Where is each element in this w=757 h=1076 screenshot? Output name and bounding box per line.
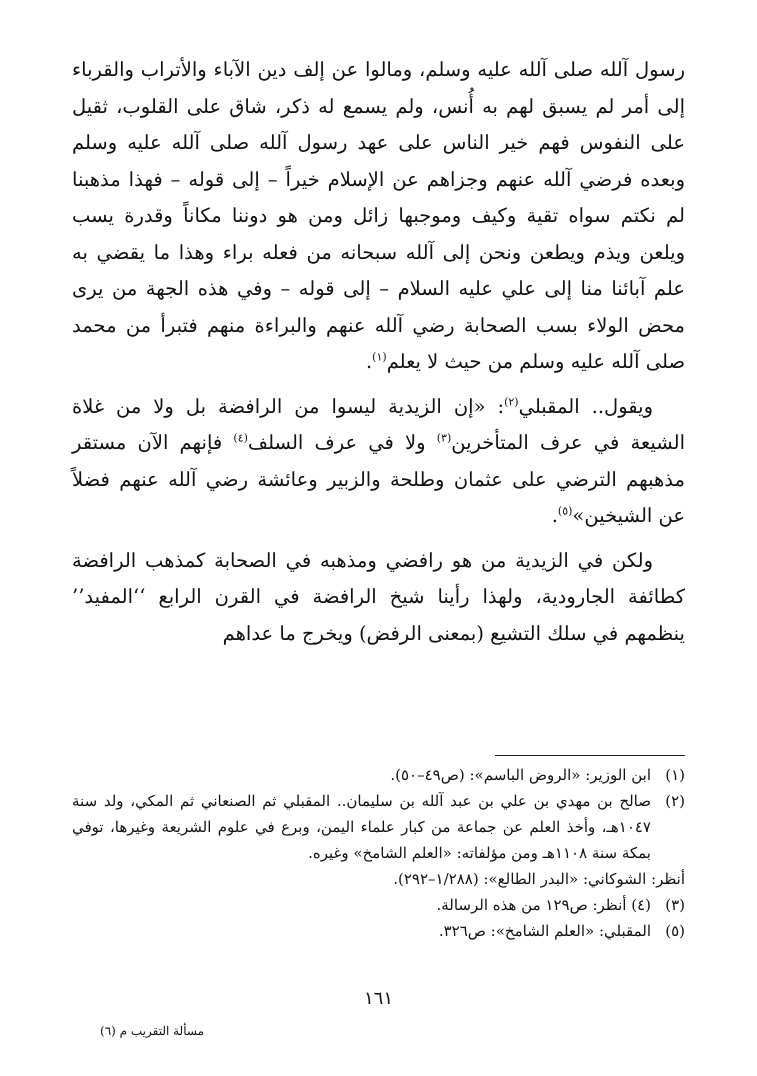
- page-number: ١٦١: [363, 988, 393, 1009]
- footnote-divider: [495, 755, 685, 756]
- footnotes: [72, 762, 685, 944]
- paragraph-3: ولكن في الزيدية من هو رافضي ومذهبه في الصحابة كمذهب الرافضة كطائفة الجارودية، ولهذا رأينا شيخ الرافضة في القرن الرابع ‘‘المفيد’’ ينظمهم في سلك التشيع (بمعنى الرفض) ويخرج ما عداهم: [72, 548, 685, 645]
- footnote-number: (٢): [665, 792, 685, 810]
- footnote-number: (١): [665, 766, 685, 784]
- paragraph-1: رسول آلله صلى آلله عليه وسلم، ومالوا عن إلف دين الآباء والأتراب والقرباء إلى أمر لم يسبق لهم به أُنس، ولم يسمع له ذكر، شاق على القلوب، ثقيل على النفوس فهم خير الناس على عهد رسول آلله صلى آلله عليه وسلم وبعده فرضي آلله عنهم وجزاهم عن الإسلام خيراً – إلى قوله – فهذا مذهبنا لم نكتم سواه تقية وكيف وموجبها زائل ومن هو دوننا مكاناً وقدرة يسب ويلعن ويذم ويطعن ونحن إلى آلله سبحانه من فعله براء وهذا ما يقضي به علم آبائنا منا إلى علي عليه السلام – إلى قوله – وفي هذه الجهة من يرى محض الولاء بسب الصحابة رضي آلله عنهم والبراءة منهم فتبرأ من محمد صلى آلله عليه وسلم من حيث لا يعلم$^{(١)}$.: [72, 58, 685, 373]
- footnote-text: (٤) أنظر: ص١٢٩ من هذه الرسالة.: [436, 896, 651, 914]
- footnote-text: ابن الوزير: «الروض الباسم»: (ص٤٩–٥٠).: [390, 766, 651, 784]
- footnote-2: [72, 788, 685, 866]
- footnote-number: (٣): [665, 896, 685, 914]
- footnote-ref-4: (٤): [233, 431, 248, 445]
- footnote-text: أنظر: الشوكاني: «البدر الطالع»: (١/٢٨٨–٢٩٢).: [393, 870, 685, 888]
- footnote-text: المقبلي: «العلم الشامخ»: ص٣٢٦.: [438, 922, 651, 940]
- footnote-3: [72, 892, 685, 918]
- footnote-number: (٥): [665, 922, 685, 940]
- footnote-1: [72, 762, 685, 788]
- footnote-ref-2: (٢): [504, 395, 519, 408]
- footnote-ref-3: (٣): [436, 431, 452, 445]
- main-text: [72, 52, 685, 652]
- footnote-2-continuation: [72, 866, 685, 892]
- signature-mark: مسألة التقريب م (٦): [100, 1024, 204, 1038]
- footnote-text: صالح بن مهدي بن علي بن عبد آلله بن سليمان.. المقبلي ثم الصنعاني ثم المكي، ولد سنة ١٠٤٧هـ، وأخذ العلم عن جماعة من كبار علماء اليمن، وبرع في علوم الشريعة وغيرها، توفي بمكة سنة ١١٠٨هـ ومن مؤلفاته: «العلم الشامخ» وغيره.: [72, 792, 651, 862]
- paragraph-2: ويقول.. المقبلي$^{(٢)}$: «إن الزيدية ليسوا من الرافضة بل ولا من غلاة الشيعة في عرف المتأخرين$^{(٣)}$ ولا في عرف السلف$^{(٤)}$ فإنهم الآن مستقر مذهبهم الترضي على عثمان وطلحة والزبير وعائشة رضي آلله عنهم فضلاً عن الشيخين»$^{(٥)}$.: [72, 394, 685, 527]
- footnote-ref-5: (٥): [557, 504, 573, 518]
- footnote-5: [72, 918, 685, 944]
- footnote-ref-1: (١): [372, 350, 387, 364]
